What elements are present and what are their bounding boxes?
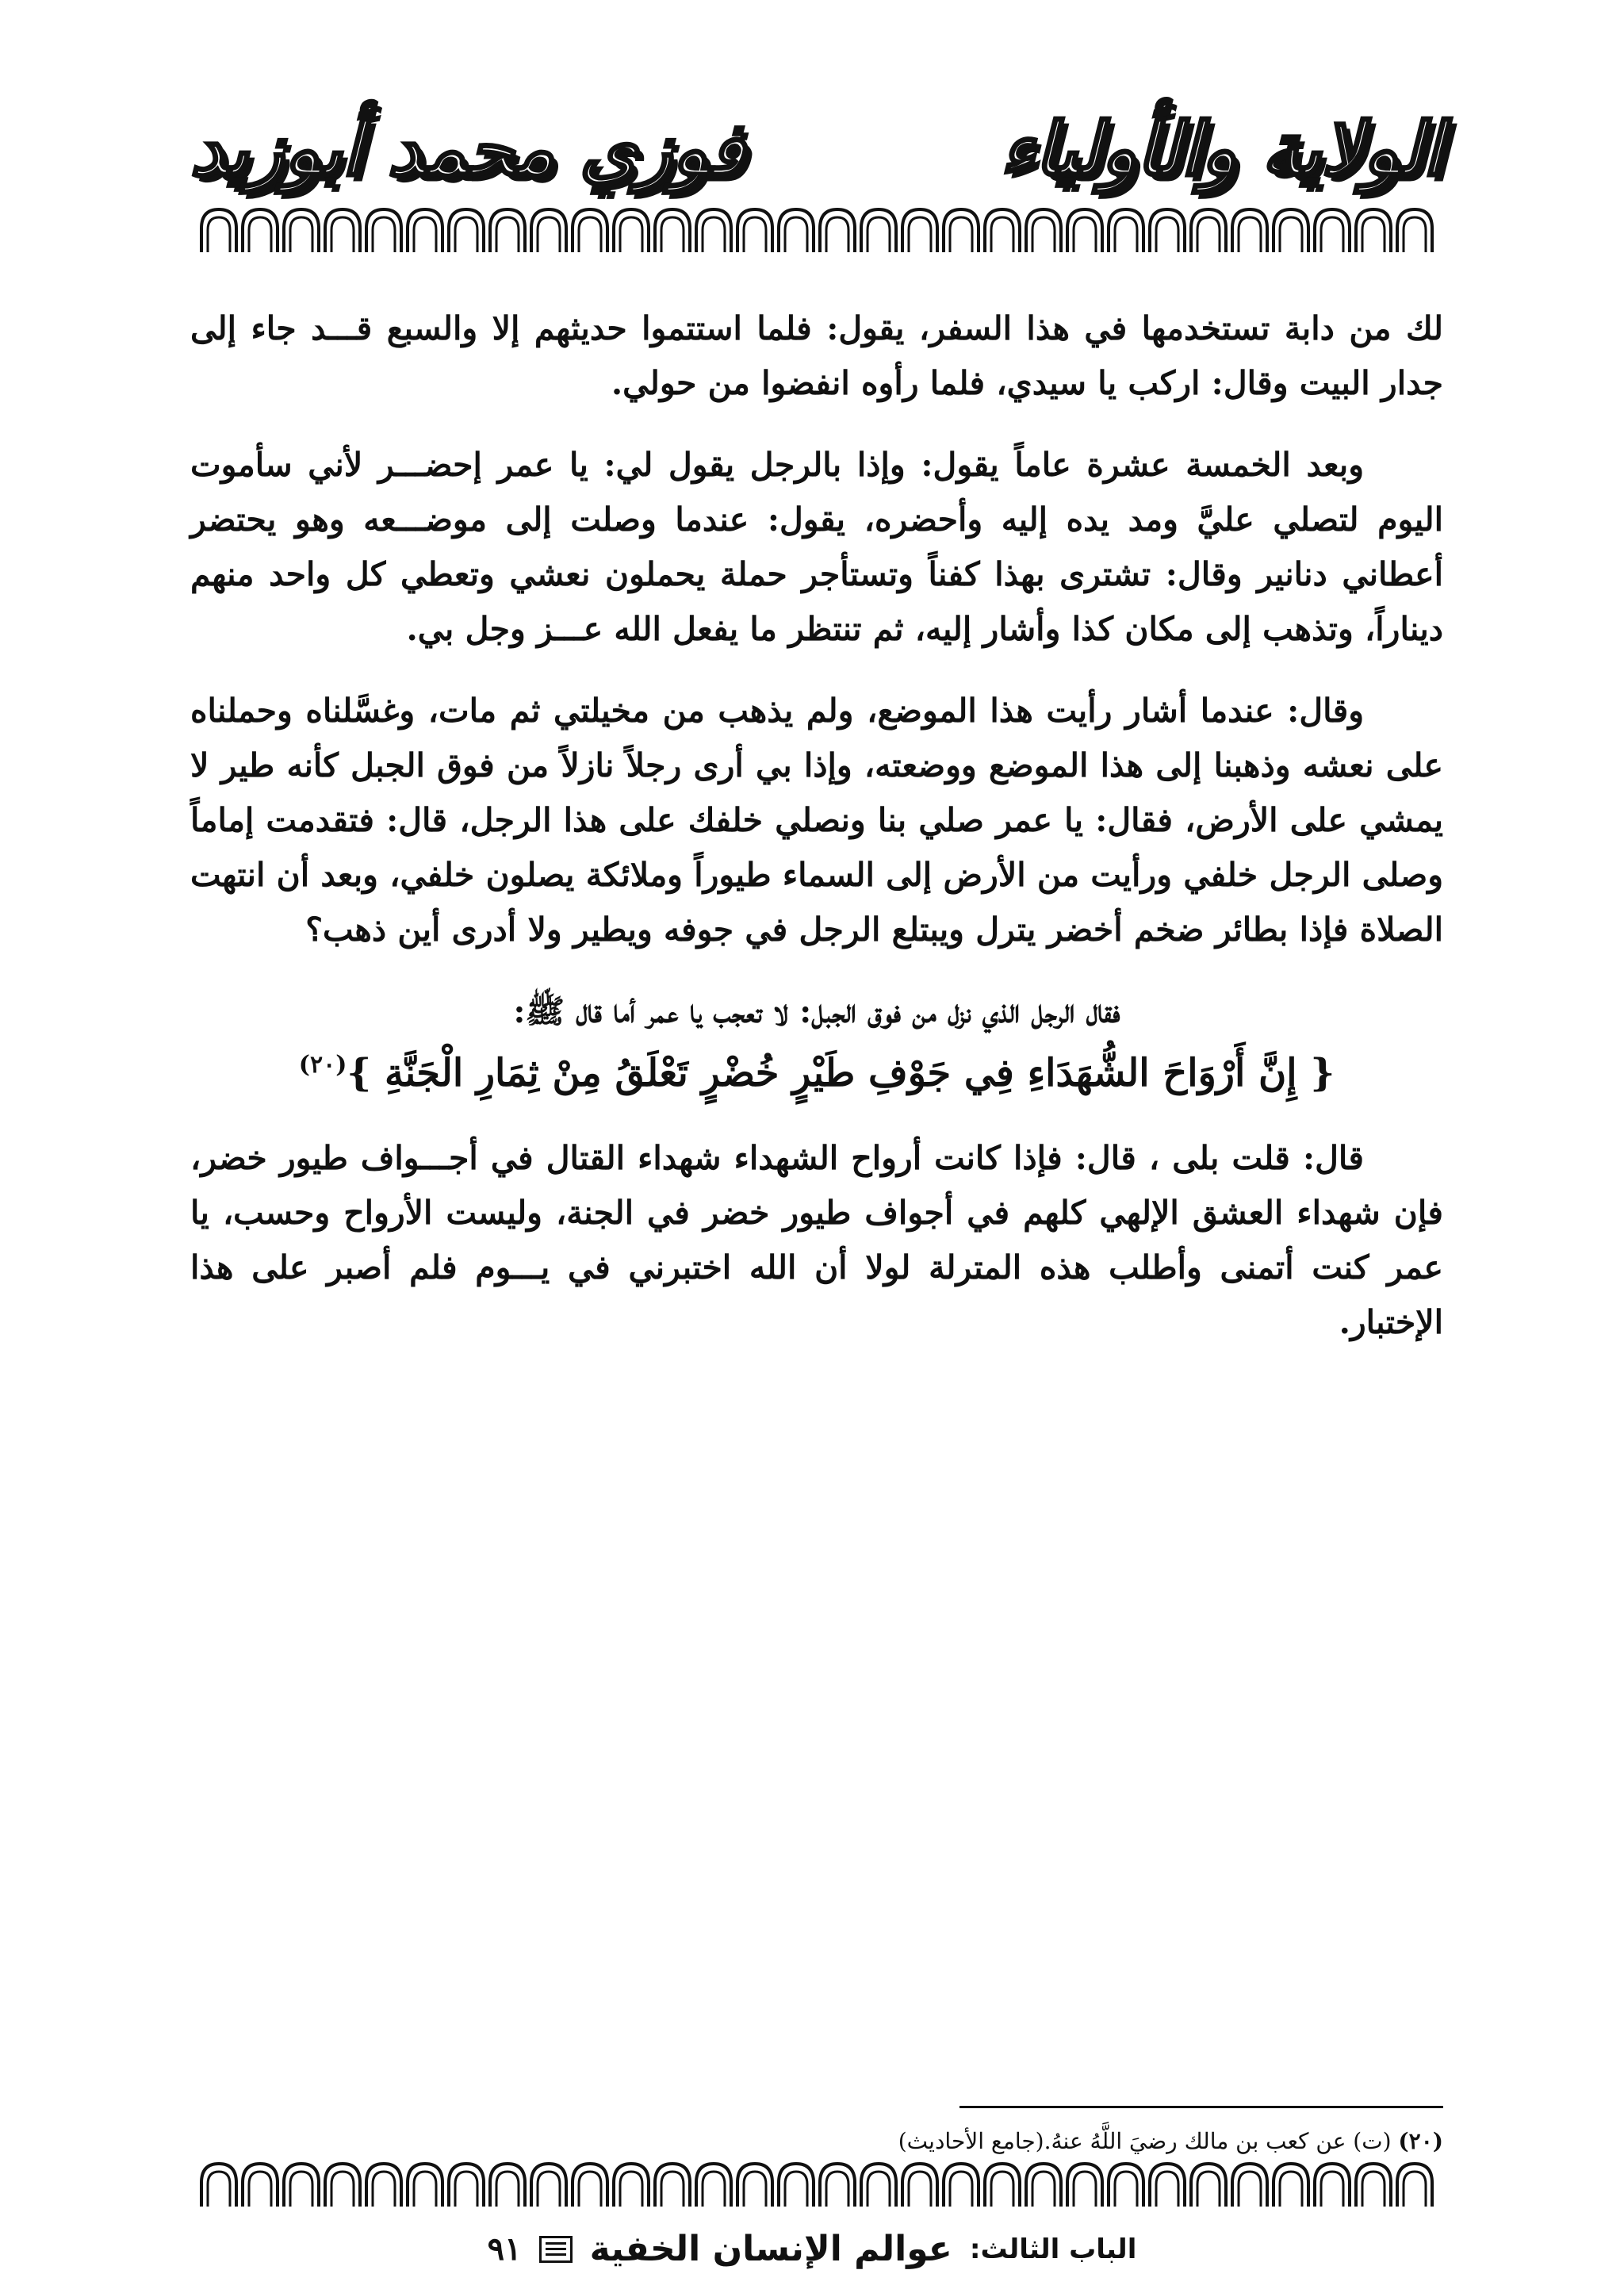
- footnote-divider: [959, 2106, 1443, 2108]
- header-ornament-border: [198, 205, 1435, 255]
- paragraph-4: فقال الرجل الذي نزل من فوق الجبل: لا تعجب يا عمر أما قال ﷺ:: [513, 992, 1120, 1030]
- footnote: [190, 2124, 1443, 2159]
- arch-border-bottom: [198, 2159, 1435, 2210]
- author-name: فوزي محمد أبوزيد: [190, 106, 745, 192]
- footer-ornament-border: [198, 2159, 1435, 2210]
- footnote-text: (ت) عن كعب بن مالك رضيَ اللَّهُ عنهُ.(جامع الأحاديث): [898, 2128, 1392, 2154]
- paragraph-2: وبعد الخمسة عشرة عاماً يقول: وإذا بالرجل يقول لي: يا عمر إحضـــر لأني سأموت اليوم لتصلي عليَّ ومد يده إليه وأحضره، يقول: عندما وصلت إلى موضـــعه وهو يحتضر أعطاني دنانير وقال: تشترى بهذا كفناً وتستأجر حملة يحملون نعشي وتعطي كل واحد منهم ديناراً، وتذهب إلى مكان كذا وأشار إليه، ثم تنتظر ما يفعل الله عـــز وجل بي.: [190, 446, 1443, 648]
- chapter-title: عوالم الإنسان الخفية: [589, 2229, 952, 2269]
- book-title: الولاية والأولياء: [1000, 106, 1443, 192]
- footnote-number: (٢٠): [1398, 2128, 1443, 2154]
- paragraph-1: لك من دابة تستخدمها في هذا السفر، يقول: فلما استتموا حديثهم إلا والسبع قـــد جاء إلى جدار البيت وقال: اركب يا سيدي، فلما رأوه انفضوا من حولي.: [190, 309, 1443, 402]
- paragraph-3: وقال: عندما أشار رأيت هذا الموضع، ولم يذهب من مخيلتي ثم مات، وغسَّلناه وحملناه على نعشه وذهبنا إلى هذا الموضع ووضعته، وإذا بي أرى رجلاً نازلاً من فوق الجبل كأنه طير لا يمشي على الأرض، فقال: يا عمر صلي بنا ونصلي خلفك على هذا الرجل، قال: فتقدمت إماماً وصلى الرجل خلفي ورأيت من الأرض إلى السماء طيوراً وملائكة يصلون خلفي، وبعد أن انتهت الصلاة فإذا بطائر ضخم أخضر يترل ويبتلع الرجل في جوفه ويطير ولا أدرى أين ذهب؟: [190, 692, 1443, 949]
- hadith-text: { إِنَّ أَرْوَاحَ الشُّهَدَاءِ فِي جَوْفِ طَيْرٍ خُضْرٍ تَعْلَقُ مِنْ ثِمَارِ الْجَنَّةِ }: [347, 1051, 1335, 1095]
- main-text: [190, 301, 1443, 1350]
- paragraph-5: قال: قلت بلى ، قال: فإذا كانت أرواح الشهداء شهداء القتال في أجـــواف طيور خضر، فإن شهداء العشق الإلهي كلهم في أجواف طيور خضر في الجنة، وليست الأرواح وحسب، يا عمر كنت أتمنى وأطلب هذه المترلة لولا أن الله اختبرني في يـــوم فلم أصبر على هذا الإختبار.: [190, 1139, 1443, 1341]
- book-icon: [539, 2236, 573, 2263]
- page-number: ٩١: [487, 2230, 522, 2268]
- page-footer: [0, 2229, 1624, 2269]
- chapter-label: الباب الثالث:: [969, 2233, 1137, 2265]
- page-header: [190, 94, 1443, 205]
- hadith-verse: [190, 1042, 1443, 1104]
- footnote-reference[interactable]: (٢٠): [298, 1051, 347, 1079]
- arch-border-top: [198, 205, 1435, 255]
